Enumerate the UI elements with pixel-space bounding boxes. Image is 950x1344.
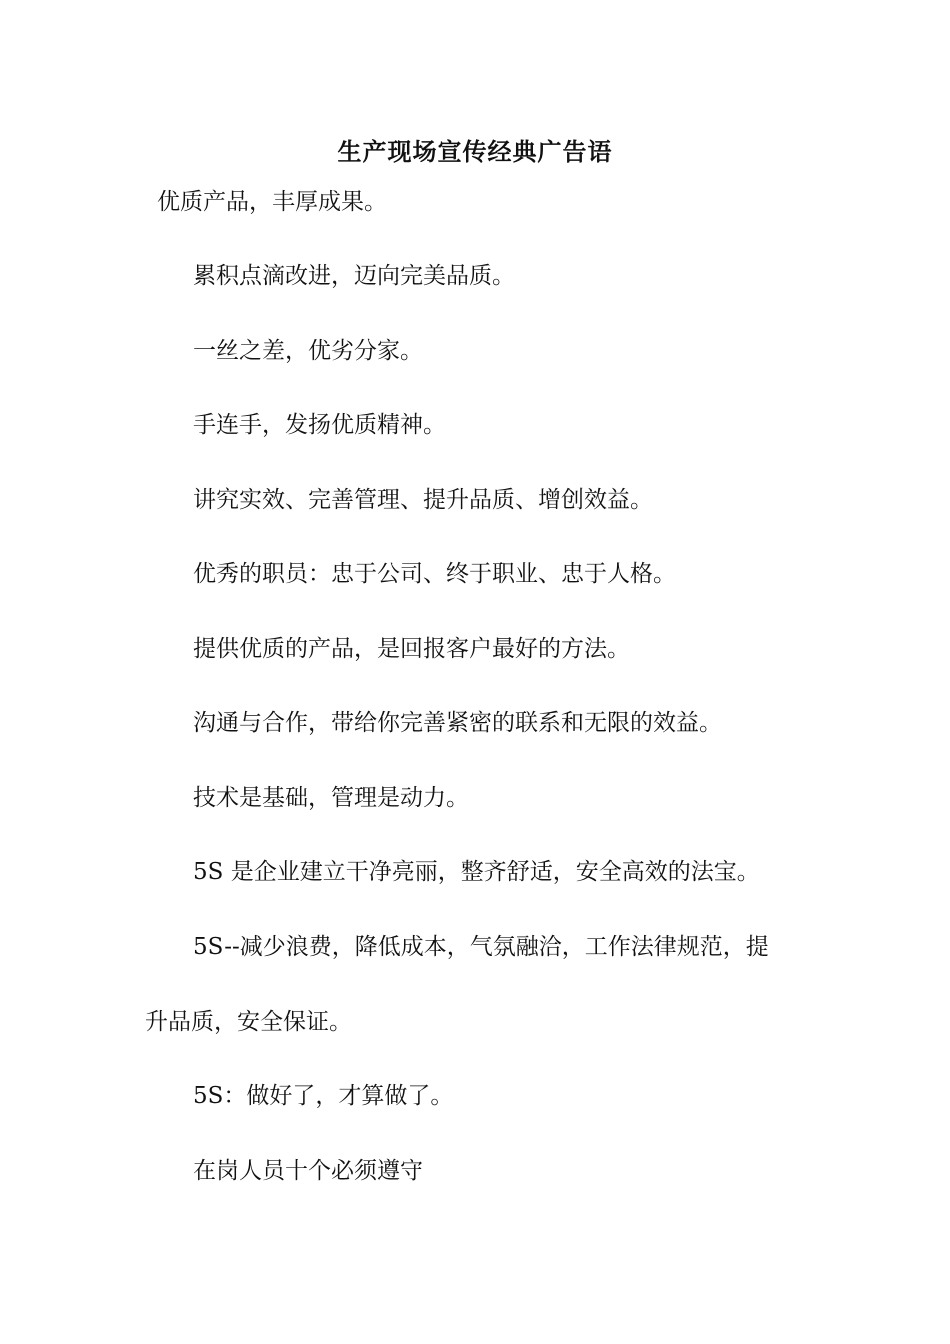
slogan-line: 一丝之差，优劣分家。 [193, 338, 423, 364]
slogan-line: 5S--减少浪费，降低成本，气氛融洽，工作法律规范，提 [193, 934, 769, 960]
slogan-line: 优秀的职员：忠于公司、终于职业、忠于人格。 [193, 561, 676, 587]
slogan-line: 优质产品，丰厚成果。 [157, 189, 387, 215]
slogan-line: 在岗人员十个必须遵守 [193, 1158, 423, 1184]
page-title: 生产现场宣传经典广告语 [337, 137, 613, 166]
slogan-line-continuation: 升品质，安全保证。 [145, 1009, 352, 1035]
slogan-line: 讲究实效、完善管理、提升品质、增创效益。 [193, 487, 653, 513]
slogan-line: 5S：做好了，才算做了。 [193, 1083, 454, 1109]
slogan-line: 5S 是企业建立干净亮丽，整齐舒适，安全高效的法宝。 [193, 859, 760, 885]
slogan-line: 提供优质的产品，是回报客户最好的方法。 [193, 636, 630, 662]
slogan-line: 技术是基础，管理是动力。 [193, 785, 469, 811]
slogan-line: 手连手，发扬优质精神。 [193, 412, 446, 438]
slogan-line: 累积点滴改进，迈向完美品质。 [193, 263, 515, 289]
slogan-line: 沟通与合作，带给你完善紧密的联系和无限的效益。 [193, 710, 722, 736]
